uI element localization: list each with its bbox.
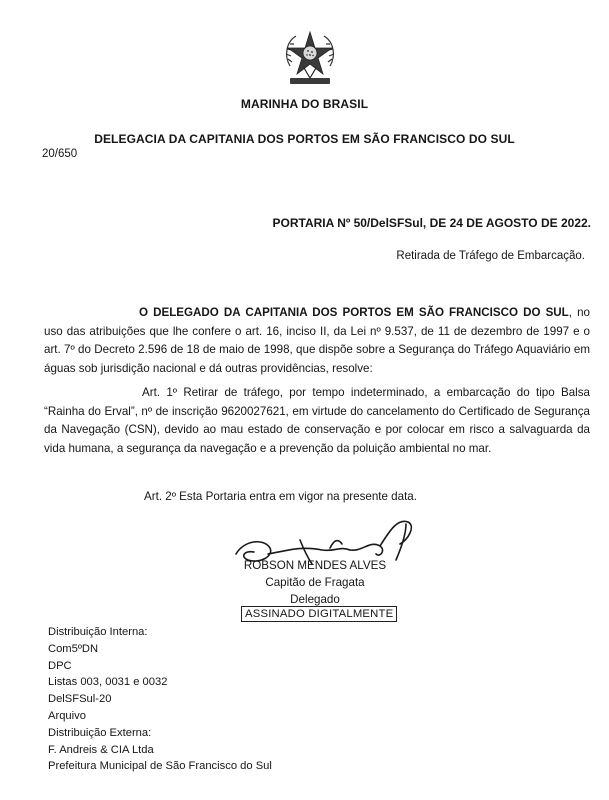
signer-role: Delegado	[290, 593, 340, 606]
list-item: Com5ºDN	[48, 642, 99, 655]
list-item: Arquivo	[48, 709, 86, 722]
list-item: Listas 003, 0031 e 0032	[48, 676, 168, 689]
organization-title: MARINHA DO BRASIL	[240, 97, 369, 111]
portaria-ementa: Retirada de Tráfego de Embarcação.	[396, 250, 585, 262]
article-2: Art. 2º Esta Portaria entra em vigor na presente data.	[144, 490, 417, 503]
external-distribution-label: Distribuição Externa:	[48, 726, 152, 739]
preamble-text: , no uso das atribuições que lhe confere o art. 16, inciso II, da Lei nº 9.537, de 11 de dezembro de 1997 e o art. 7º do Decreto 2.596 de 18 de maio de 1998, que dispõe sobre a Segurança do Tráfego Aquaviário em águas sob jurisdição nacional e dá outras providências, resolve:	[44, 306, 590, 375]
list-item: DelSFSul-20	[48, 693, 112, 706]
preamble-paragraph	[44, 304, 590, 378]
list-item: F. Andreis & CIA Ltda	[48, 743, 154, 756]
digital-signature-stamp: ASSINADO DIGITALMENTE	[241, 606, 397, 622]
portaria-title: PORTARIA Nº 50/DelSFSul, DE 24 DE AGOSTO DE 2022.	[272, 216, 591, 230]
office-title: DELEGACIA DA CAPITANIA DOS PORTOS EM SÃO FRANCISCO DO SUL	[94, 132, 515, 146]
list-item: DPC	[48, 659, 72, 672]
signer-name: ROBSON MENDES ALVES	[243, 559, 387, 572]
preamble-lead: O DELEGADO DA CAPITANIA DOS PORTOS EM SÃO FRANCISCO DO SUL	[139, 306, 569, 319]
list-item: Prefeitura Municipal de São Francisco do Sul	[48, 760, 272, 773]
distribution-list	[48, 624, 272, 775]
document-reference: 20/650	[42, 148, 78, 160]
article-1: Art. 1º Retirar de tráfego, por tempo indeterminado, a embarcação do tipo Balsa “Rainha do Erval”, nº de inscrição 9620027621, em virtude do cancelamento do Certificado de Segurança da Navegação (CSN), devido ao mau estado de conservação e por colocar em risco a salvaguarda da vida humana, a segurança da navegação e a prevenção da poluição ambiental no mar.	[44, 386, 590, 455]
internal-distribution-label: Distribuição Interna:	[48, 626, 148, 638]
signer-rank: Capitão de Fragata	[265, 576, 365, 589]
coat-of-arms-emblem	[282, 28, 338, 88]
